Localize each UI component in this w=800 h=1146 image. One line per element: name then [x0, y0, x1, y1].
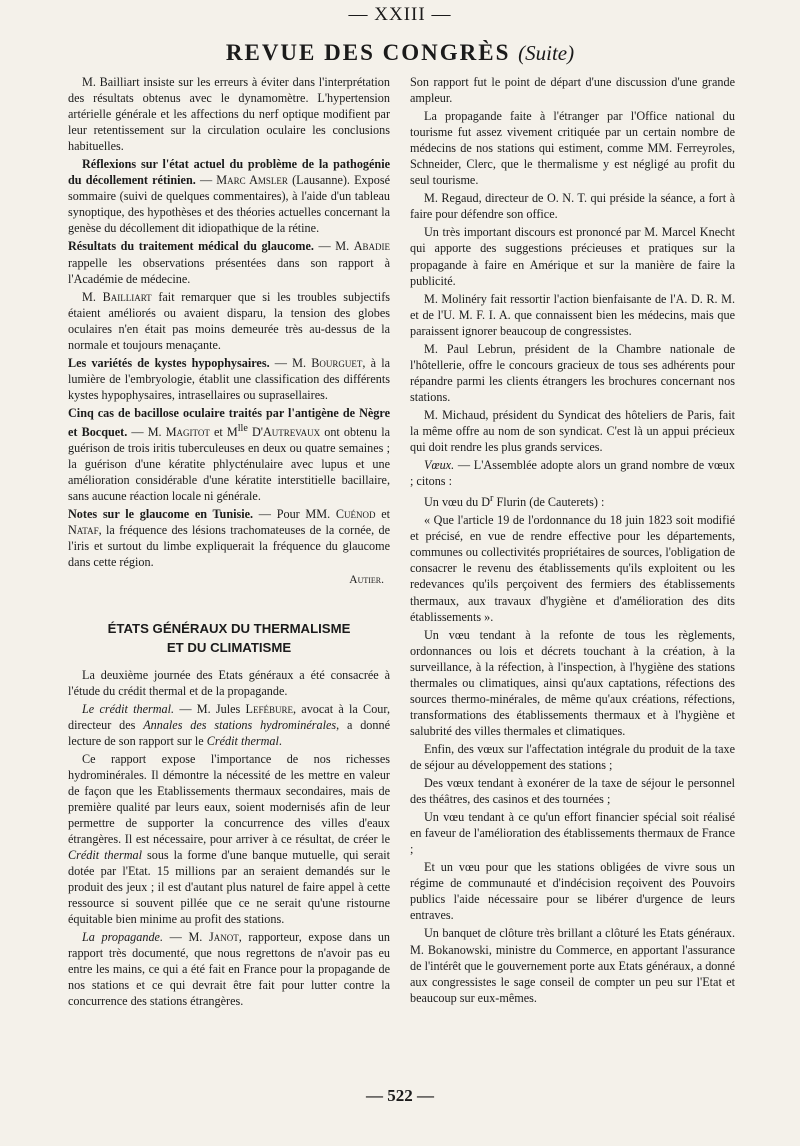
paragraph: Les variétés de kystes hypophysaires. — M. Bourguet, à la lumière de l'embryologie, établit une classification des différents kystes hypophysaires, intrasellaires ou suprasellaires. [68, 355, 390, 402]
paragraph: Réflexions sur l'état actuel du problème de la pathogénie du décollement rétinien. — Marc Amsler (Lausanne). Exposé sommaire (suivi de quelques commentaires), à l'aide d'un tableau synoptique, des hypothèses et des théories actuelles concernant la genèse du décollement dit idiopathique de la rétine. [68, 157, 390, 236]
paragraph: La propagande faite à l'étranger par l'Office national du tourisme fut assez vivement critiquée par un certain nombre de médecins de nos stations qui estiment, comme MM. Ferreyroles, Schneider, Clerc, que le thermalisme y est négligé au profit du seul tourisme. [410, 109, 735, 188]
right-column [410, 74, 735, 1008]
header-title: REVUE DES CONGRÈS [225, 40, 511, 65]
paragraph: M. Paul Lebrun, président de la Chambre nationale de l'hôtellerie, offre le concours gracieux de tous ses adhérents pour répandre parmi les clients étrangers les brochures concernant nos stations. [410, 341, 735, 404]
article-title: Réflexions sur l'état actuel du problème de la pathogénie du décollement rétinien. [68, 157, 390, 188]
article-title: Notes sur le glaucome en Tunisie. [68, 507, 254, 522]
paragraph: Un banquet de clôture très brillant a clôturé les Etats généraux. M. Bokanowski, ministre du Commerce, en apportant l'assurance de l'intérêt que le gouvernement porte aux Etats généraux, a donné aux congressistes le sage conseil de compter un peu sur l'Etat et beaucoup sur eux-mêmes. [410, 926, 735, 1005]
paragraph: La deuxième journée des Etats généraux a été consacrée à l'étude du crédit thermal et de la propagande. [68, 667, 390, 698]
paragraph: Et un vœu pour que les stations obligées de vivre sous un régime de communauté et d'indécision reçoivent des Pouvoirs publics l'aide nécessaire pour se libérer d'urgence de leurs entraves. [410, 860, 735, 923]
author-name: Bailliart [102, 289, 152, 304]
paragraph: Notes sur le glaucome en Tunisie. — Pour MM. Cuénod et Nataf, la fréquence des lésions trachomateuses de la cornée, de l'iris et surtout du limbe expliquerait la fréquence du glaucome dans cette région. [68, 507, 391, 570]
left-column [68, 74, 390, 1012]
author-name: Janot [209, 930, 239, 945]
paragraph: La propagande. — M. Janot, rapporteur, expose dans un rapport très documenté, que nous regrettons de n'avoir pas eu entre les mains, ce qui a été fait en France pour la propagande de nos stations et ce qui devrait être fait pour lutter contre la concurrence des stations étrangères. [68, 930, 391, 1009]
subsection-lead: Vœux. [424, 458, 455, 473]
paragraph: Le crédit thermal. — M. Jules Lefébure, avocat à la Cour, directeur des Annales des stations hydrominérales, a donné lecture de son rapport sur le Crédit thermal. [68, 701, 390, 748]
paragraph: M. Bailliart insiste sur les erreurs à éviter dans l'interprétation des résultats obtenus avec le dynamomètre. L'hypertension artérielle générale et les affections du nerf optique modifient par leur retentissement sur la circulation oculaire les conclusions habituelles. [68, 75, 390, 154]
paragraph: M. Regaud, directeur de O. N. T. qui préside la séance, a fort à faire pour défendre son office. [410, 191, 735, 222]
paragraph: Enfin, des vœux sur l'affectation intégrale du produit de la taxe de séjour au développement des stations ; [410, 741, 735, 772]
page-number: — 522 — [366, 1086, 434, 1105]
header-suite: (Suite) [518, 41, 575, 65]
page-roman-number: — XXIII — [348, 4, 452, 25]
author-name: Nataf [68, 523, 99, 538]
paragraph: Ce rapport expose l'importance de nos richesses hydrominérales. Il démontre la nécessité de les mettre en valeur de façon que les Etablissements thermaux secondaires, mais de première qualité par leurs eaux, soient modernisés afin de leur permettre de supporter la concurrence des villes d'eaux étrangères. Il est nécessaire, pour arriver à ce résultat, de créer le Crédit thermal sous la forme d'une banque mutuelle, qui serait dotée par l'Etat. 15 millions par an seraient demandés sur le produit des jeux ; il est d'autant plus naturel de faire appel à cette ressource si souvent pillée que ce ne serait qu'une ristourne équitable bien minime au profit des stations. [68, 751, 391, 927]
subsection-lead: Le crédit thermal. [82, 701, 175, 716]
subsection-lead: La propagande. [82, 930, 164, 945]
paragraph: M. Michaud, président du Syndicat des hôteliers de Paris, fait la même offre au nom de son syndicat. C'est là un appui précieux qui doit rendre les plus grands services. [410, 407, 735, 455]
paragraph: Un vœu du $D^r$ Flurin (de Cauterets) : [424, 493, 605, 510]
paragraph: Un très important discours est prononcé par M. Marcel Knecht qui apporte des suggestions précieuses et pratiques sur la propagande à faire en Amérique et sur la manière de faire la publicité. [410, 225, 735, 288]
paragraph: Un vœu tendant à ce qu'un effort financier spécial soit réalisé en faveur de l'amélioration des établissements thermaux de France ; [410, 810, 735, 857]
paragraph: Cinq cas de bacillose oculaire traités par l'antigène de Nègre et Bocquet. — M. Magitot et $M^{lle}$ D'Autrevaux ont obtenu la guérison de trois iritis tuberculeuses en deux ou quatre semaines ; la guérison d'une kératite phlycténulaire avec lupus et une amélioration considérable d'une kératite interstitielle bacillaire, sans aucune réaction locale ni générale. [68, 405, 390, 504]
paragraph: Vœux. — L'Assemblée adopte alors un grand nombre de vœux ; citons : [410, 458, 735, 489]
article-title: Les variétés de kystes hypophysaires. [68, 355, 270, 370]
author-name: Magitot [165, 425, 210, 440]
signature: Autier. [349, 574, 384, 587]
paragraph: Son rapport fut le point de départ d'une discussion d'une grande ampleur. [410, 75, 735, 106]
page-header [0, 40, 800, 66]
author-name: Cuénod [335, 507, 376, 522]
paragraph: Résultats du traitement médical du glaucome. — M. Abadie rappelle les observations présentées dans son rapport à l'Académie de médecine. [68, 239, 391, 286]
author-name: Bourguet [311, 355, 363, 370]
author-name: Abadie [353, 239, 391, 254]
paragraph: Des vœux tendant à exonérer de la taxe de séjour le personnel des théâtres, des casinos et des tournées ; [410, 776, 735, 807]
paragraph: « Que l'article 19 de l'ordonnance du 18 juin 1823 soit modifié et précisé, en vue de rendre effective pour les départements, communes ou collectivités propriétaires de sources, l'obligation de consacrer le revenu des établissements qu'ils exploitent ou les redevances qu'ils perçoivent des fermiers des établissements thermaux, aux travaux d'hygiène et d'amélioration des dits établissements ». [410, 513, 735, 624]
paragraph: M. Bailliart fait remarquer que si les troubles subjectifs étaient améliorés ou avaient disparu, la tension des globes oculaires n'en était pas moins demeurée très au-dessus de la normale et toujours menaçante. [68, 289, 390, 352]
article-title: Résultats du traitement médical du glaucome. [68, 239, 314, 254]
article-title: Cinq cas de bacillose oculaire traités par l'antigène de Nègre et Bocquet. [68, 405, 390, 440]
section-title: ÉTATS GÉNÉRAUX DU THERMALISME ET DU CLIMATISME [107, 620, 351, 655]
author-name: Marc Amsler [216, 173, 288, 188]
author-name: Lefébure [245, 701, 293, 716]
paragraph: Un vœu tendant à la refonte de tous les règlements, ordonnances ou lois et décrets touchant à la création, à la surveillance, à la réfection, à l'inspection, à l'hygiène des stations thermales ou climatiques, ainsi qu'aux captations, réfections des sources thermo-minérales, de même qu'aux créations, réfections, transformations des établissements thermaux et à l'hygiène et salubrité des villes thermales et climatiques. [410, 627, 735, 738]
author-name: D'Autrevaux [247, 425, 321, 440]
paragraph: M. Molinéry fait ressortir l'action bienfaisante de l'A. D. R. M. et de l'U. M. F. I. A. que connaissent bien les médecins, mais que paraissent ignorer beaucoup de congressistes. [410, 291, 735, 338]
